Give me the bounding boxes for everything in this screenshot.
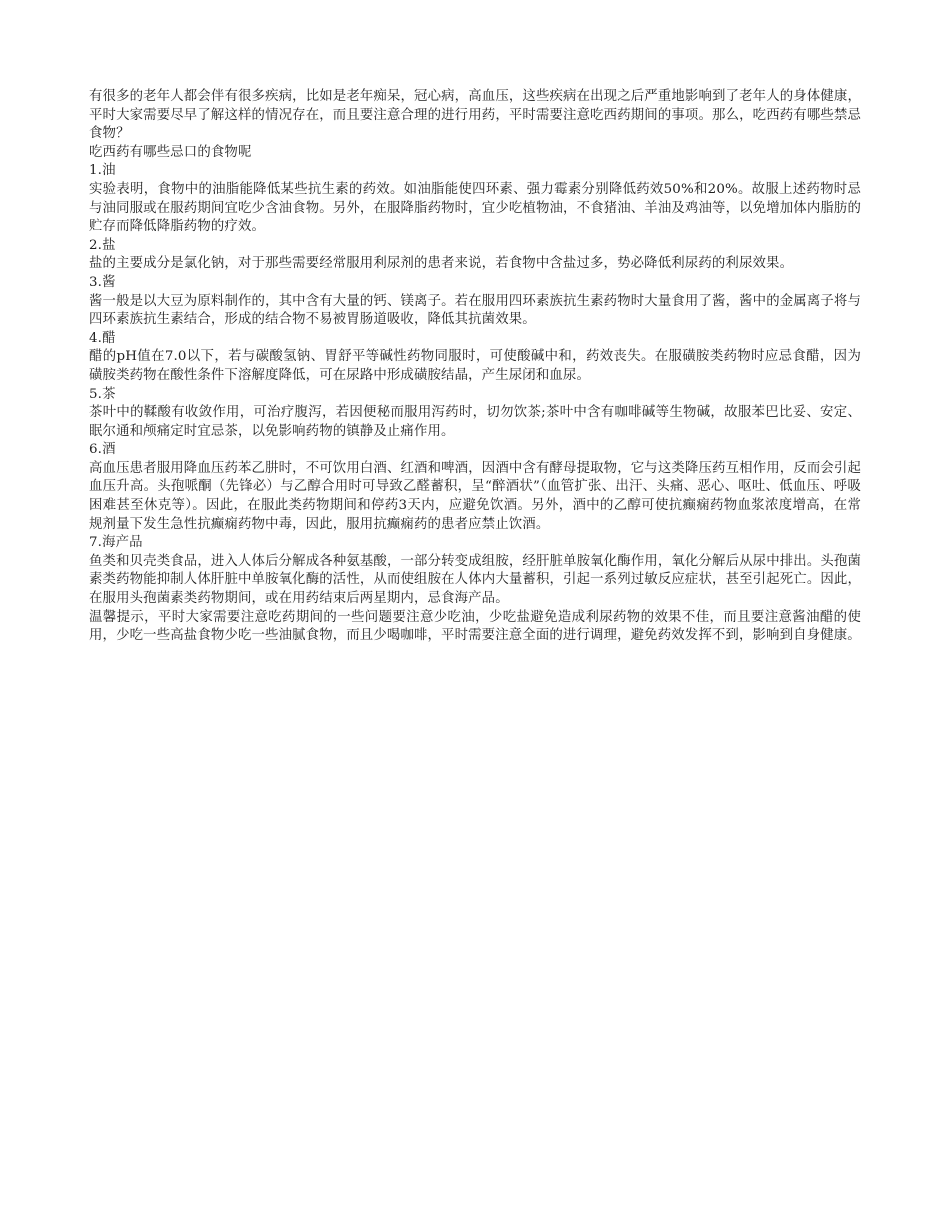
section-body-sauce: 酱一般是以大豆为原料制作的，其中含有大量的钙、镁离子。若在服用四环素族抗生素药物时大量食用了酱，酱中的金属离子将与四环素族抗生素结合，形成的结合物不易被胃肠道吸收，降低其抗菌效果。 [89,293,861,328]
section-body-tea: 茶叶中的鞣酸有收敛作用，可治疗腹泻，若因便秘而服用泻药时，切勿饮茶;茶叶中含有咖啡碱等生物碱，故服苯巴比妥、安定、眠尔通和颅痛定时宜忌茶，以免影响药物的镇静及止痛作用。 [89,405,861,439]
document-body [89,88,861,646]
section-body-oil: 实验表明，食物中的油脂能降低某些抗生素的药效。如油脂能使四环素、强力霉素分别降低药效50%和20%。故服上述药物时忌与油同服或在服药期间宜吃少含油食物。另外，在服降脂药物时，宜少吃植物油，不食猪油、羊油及鸡油等，以免增加体内脂肪的贮存而降低降脂药物的疗效。 [89,181,861,235]
closing-paragraph: 温馨提示，平时大家需要注意吃药期间的一些问题要注意少吃油，少吃盐避免造成利尿药物的效果不佳，而且要注意酱油醋的使用，少吃一些高盐食物少吃一些油腻食物，而且少喝咖啡，平时需要注意全面的进行调理，避免药效发挥不到，影响到自身健康。 [89,609,861,644]
section-heading-salt: 2.盐 [89,237,116,253]
section-body-vinegar: 醋的pH值在7.0以下，若与碳酸氢钠、胃舒平等碱性药物同服时，可使酸碱中和，药效丧失。在服磺胺类药物时应忌食醋，因为磺胺类药物在酸性条件下溶解度降低，可在尿路中形成磺胺结晶，产生尿闭和血尿。 [89,349,861,383]
section-heading-seafood: 7.海产品 [89,535,143,551]
article-subtitle: 吃西药有哪些忌口的食物呢 [89,144,252,160]
section-heading-vinegar: 4.醋 [89,330,116,346]
intro-paragraph: 有很多的老年人都会伴有很多疾病，比如是老年痴呆，冠心病，高血压，这些疾病在出现之后严重地影响到了老年人的身体健康，平时大家需要尽早了解这样的情况存在，而且要注意合理的进行用药，平时需要注意吃西药期间的事项。那么，吃西药有哪些禁忌食物？ [89,89,861,142]
section-heading-alcohol: 6.酒 [89,442,116,458]
section-body-alcohol: 高血压患者服用降血压药苯乙肼时，不可饮用白酒、红酒和啤酒，因酒中含有酵母提取物，它与这类降压药互相作用，反而会引起血压升高。头孢哌酮（先锋必）与乙醇合用时可导致乙醛蓄积，呈“醉酒状”（血管扩张、出汗、头痛、恶心、呕吐、低血压、呼吸困难甚至休克等）。因此，在服此类药物期间和停药3天内，应避免饮酒。另外，酒中的乙醇可使抗癫痫药物血浆浓度增高，在常规剂量下发生急性抗癫痫药物中毒，因此，服用抗癫痫药的患者应禁止饮酒。 [89,460,861,532]
section-heading-sauce: 3.酱 [89,274,116,290]
section-body-seafood: 鱼类和贝壳类食品，进入人体后分解成各种氨基酸，一部分转变成组胺，经肝脏单胺氧化酶作用，氧化分解后从尿中排出。头孢菌素类药物能抑制人体肝脏中单胺氧化酶的活性，从而使组胺在人体内大量蓄积，引起一系列过敏反应症状，甚至引起死亡。因此，在服用头孢菌素类药物期间，或在用药结束后两星期内，忌食海产品。 [89,553,861,607]
section-body-salt: 盐的主要成分是氯化钠，对于那些需要经常服用利尿剂的患者来说，若食物中含盐过多，势必降低利尿药的利尿效果。 [89,256,794,272]
section-heading-tea: 5.茶 [89,386,116,402]
section-heading-oil: 1.油 [89,163,116,179]
